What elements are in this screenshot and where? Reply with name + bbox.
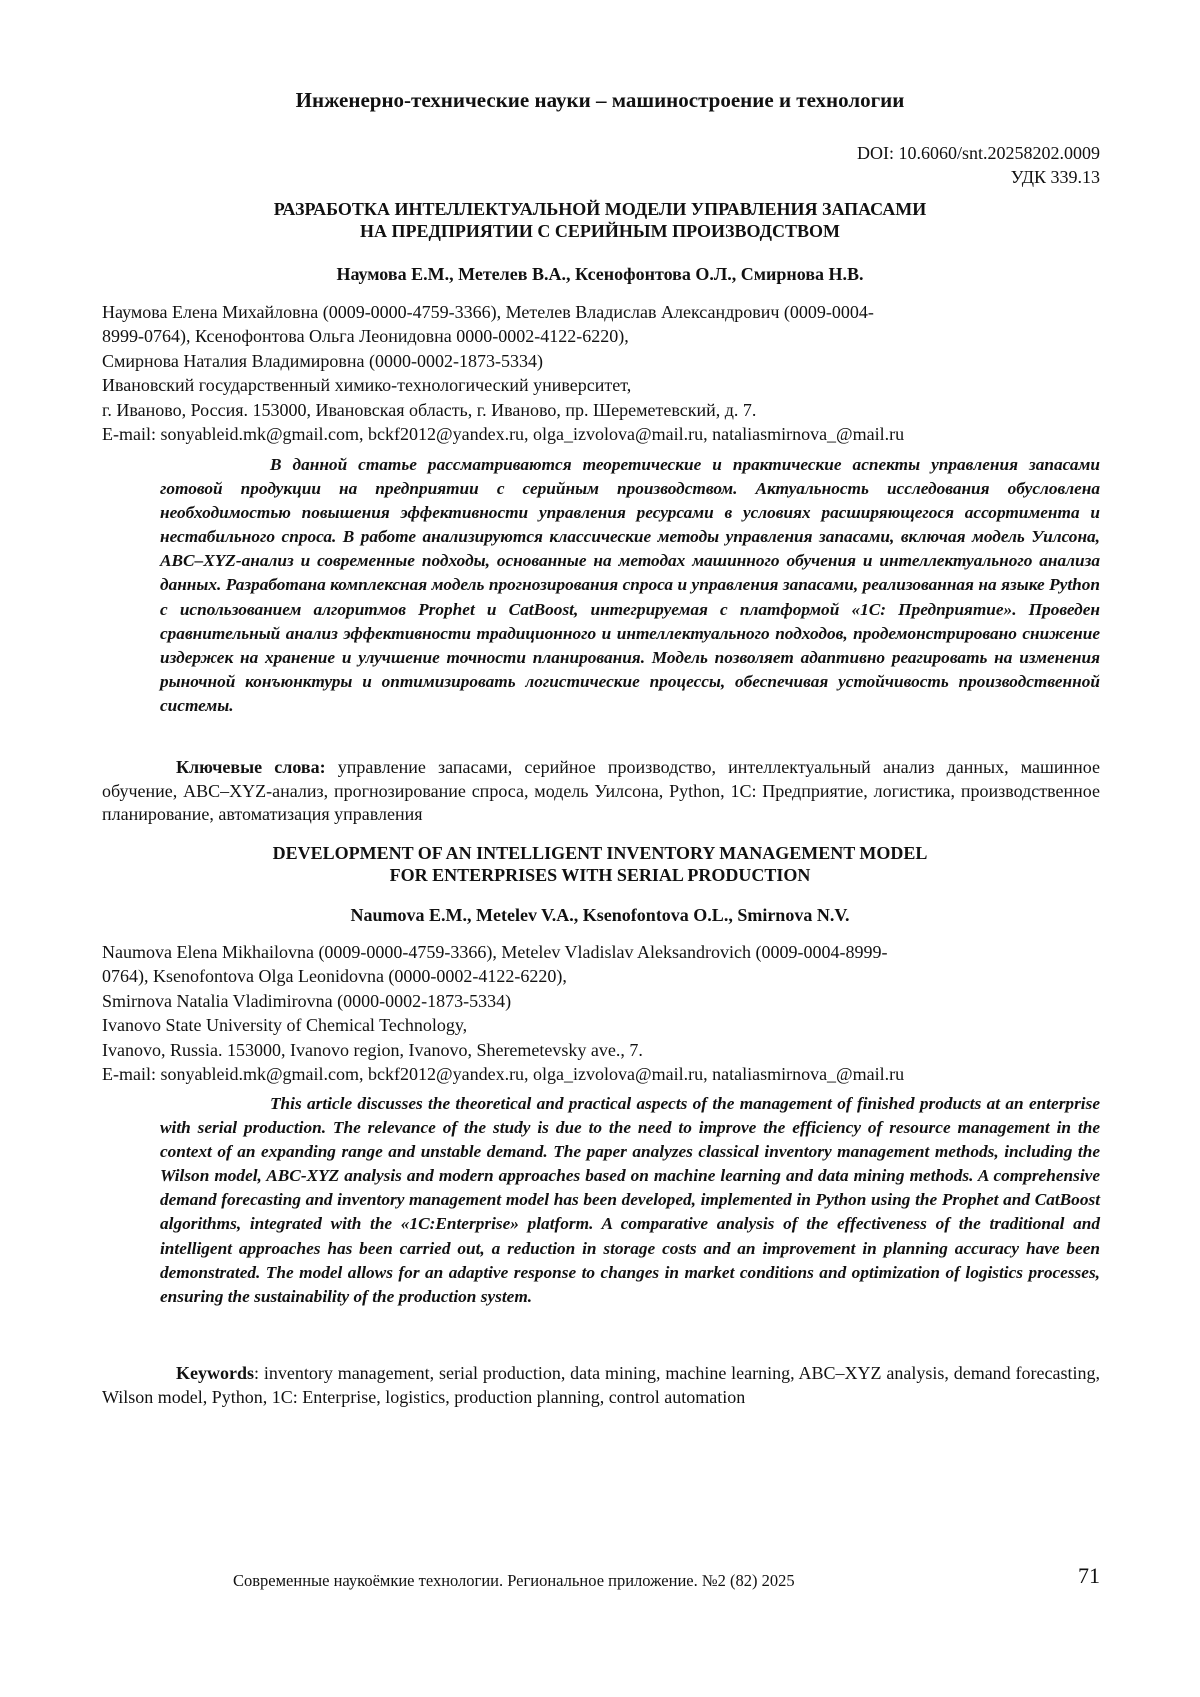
en-keywords — [102, 1362, 1100, 1409]
ru-abstract: В данной статье рассматриваются теоретические и практические аспекты управления запасами готовой продукции на предприятии с серийным производством. Актуальность исследования обусловлена необходимостью повышения эффективности управления ресурсами в условиях расширяющегося ассортимента и нестабильного спроса. В работе анализируются классические методы управления запасами, включая модель Уилсона, ABC–XYZ-анализ и современные подходы, основанные на методах машинного обучения и интеллектуального анализа данных. Разработана комплексная модель прогнозирования спроса и управления запасами, реализованная на языке Python с использованием алгоритмов Prophet и CatBoost, интегрируемая с платформой «1С: Предприятие». Проведен сравнительный анализ эффективности традиционного и интеллектуального подходов, продемонстрировано снижение издержек на хранение и улучшение точности планирования. Модель позволяет адаптивно реагировать на изменения рыночной конъюнктуры и оптимизировать логистические процессы, обеспечивая устойчивость производственной системы. — [160, 455, 1100, 715]
en-affil-line: 0764), Ksenofontova Olga Leonidovna (0000-0002-4122-6220), — [102, 966, 567, 987]
page-number: 71 — [1078, 1563, 1100, 1588]
doi: DOI: 10.6060/snt.20258202.0009 — [857, 143, 1100, 163]
ru-affil-line: Ивановский государственный химико-технологический университет, — [102, 375, 632, 396]
ru-authors: Наумова Е.М., Метелев В.А., Ксенофонтова О.Л., Смирнова Н.В. — [336, 264, 864, 284]
ru-keywords-text: управление запасами, серийное производство, интеллектуальный анализ данных, машинное обучение, ABC–XYZ-анализ, прогнозирование спроса, модель Уилсона, Python, 1С: Предприятие, логистика, производственное планирование, автоматизация управления — [102, 757, 1100, 824]
ru-affil-line: Смирнова Наталия Владимировна (0000-0002-1873-5334) — [102, 350, 543, 371]
ru-affil-line: Наумова Елена Михайловна (0009-0000-4759-3366), Метелев Владислав Александрович (0009-0004- — [102, 302, 874, 322]
en-affil-line: Smirnova Natalia Vladimirovna (0000-0002-1873-5334) — [102, 990, 512, 1011]
en-affil-line: Naumova Elena Mikhailovna (0009-0000-4759-3366), Metelev Vladislav Aleksandrovich (0009-0004-8999- — [102, 942, 888, 962]
journal-footer: Современные наукоёмкие технологии. Региональное приложение. №2 (82) 2025 — [233, 1571, 795, 1590]
ru-article-title — [100, 198, 1100, 242]
en-title-line-2: FOR ENTERPRISES WITH SERIAL PRODUCTION — [389, 865, 811, 885]
doi-udk-block — [857, 141, 1100, 189]
ru-affil-line: 8999-0764), Ксенофонтова Ольга Леонидовна 0000-0002-4122-6220), — [102, 326, 629, 347]
en-keywords-label: Keywords — [176, 1363, 254, 1383]
ru-affiliation — [102, 300, 1102, 446]
en-title-line-1: DEVELOPMENT OF AN INTELLIGENT INVENTORY MANAGEMENT MODEL — [272, 843, 928, 863]
ru-keywords — [102, 756, 1100, 827]
ru-affil-line: E-mail: sonyableid.mk@gmail.com, bckf2012@yandex.ru, olga_izvolova@mail.ru, nataliasmirnova_@mail.ru — [102, 424, 905, 445]
en-affil-line: Ivanovo, Russia. 153000, Ivanovo region, Ivanovo, Sheremetevsky ave., 7. — [102, 1039, 643, 1060]
en-article-title — [100, 842, 1100, 886]
ru-keywords-label: Ключевые слова: — [176, 757, 326, 777]
en-affiliation — [102, 940, 1102, 1086]
ru-title-line-2: НА ПРЕДПРИЯТИИ С СЕРИЙНЫМ ПРОИЗВОДСТВОМ — [360, 221, 840, 241]
section-title: Инженерно-технические науки – машиностроение и технологии — [295, 88, 905, 112]
en-keywords-text: : inventory management, serial production, data mining, machine learning, ABC–XYZ analysis, demand forecasting, Wilson model, Python, 1C: Enterprise, logistics, production planning, control automation — [102, 1363, 1100, 1407]
en-authors: Naumova E.M., Metelev V.A., Ksenofontova O.L., Smirnova N.V. — [350, 905, 850, 925]
ru-title-line-1: РАЗРАБОТКА ИНТЕЛЛЕКТУАЛЬНОЙ МОДЕЛИ УПРАВЛЕНИЯ ЗАПАСАМИ — [273, 199, 927, 219]
ru-affil-line: г. Иваново, Россия. 153000, Ивановская область, г. Иваново, пр. Шереметевский, д. 7. — [102, 399, 757, 420]
en-affil-line: E-mail: sonyableid.mk@gmail.com, bckf2012@yandex.ru, olga_izvolova@mail.ru, nataliasmirnova_@mail.ru — [102, 1064, 905, 1085]
en-affil-line: Ivanovo State University of Chemical Technology, — [102, 1015, 468, 1036]
en-abstract: This article discusses the theoretical and practical aspects of the management of finished products at an enterprise with serial production. The relevance of the study is due to the need to improve the efficiency of resource management in the context of an expanding range and unstable demand. The paper analyzes classical inventory management methods, including the Wilson model, ABC-XYZ analysis and modern approaches based on machine learning and data mining methods. A comprehensive demand forecasting and inventory management model has been developed, implemented in Python using the Prophet and CatBoost algorithms, integrated with the «1C:Enterprise» platform. A comparative analysis of the effectiveness of the traditional and intelligent approaches has been carried out, a reduction in storage costs and an improvement in planning accuracy have been demonstrated. The model allows for an adaptive response to changes in market conditions and optimization of logistics processes, ensuring the sustainability of the production system. — [160, 1094, 1100, 1306]
udk: УДК 339.13 — [1010, 167, 1100, 187]
